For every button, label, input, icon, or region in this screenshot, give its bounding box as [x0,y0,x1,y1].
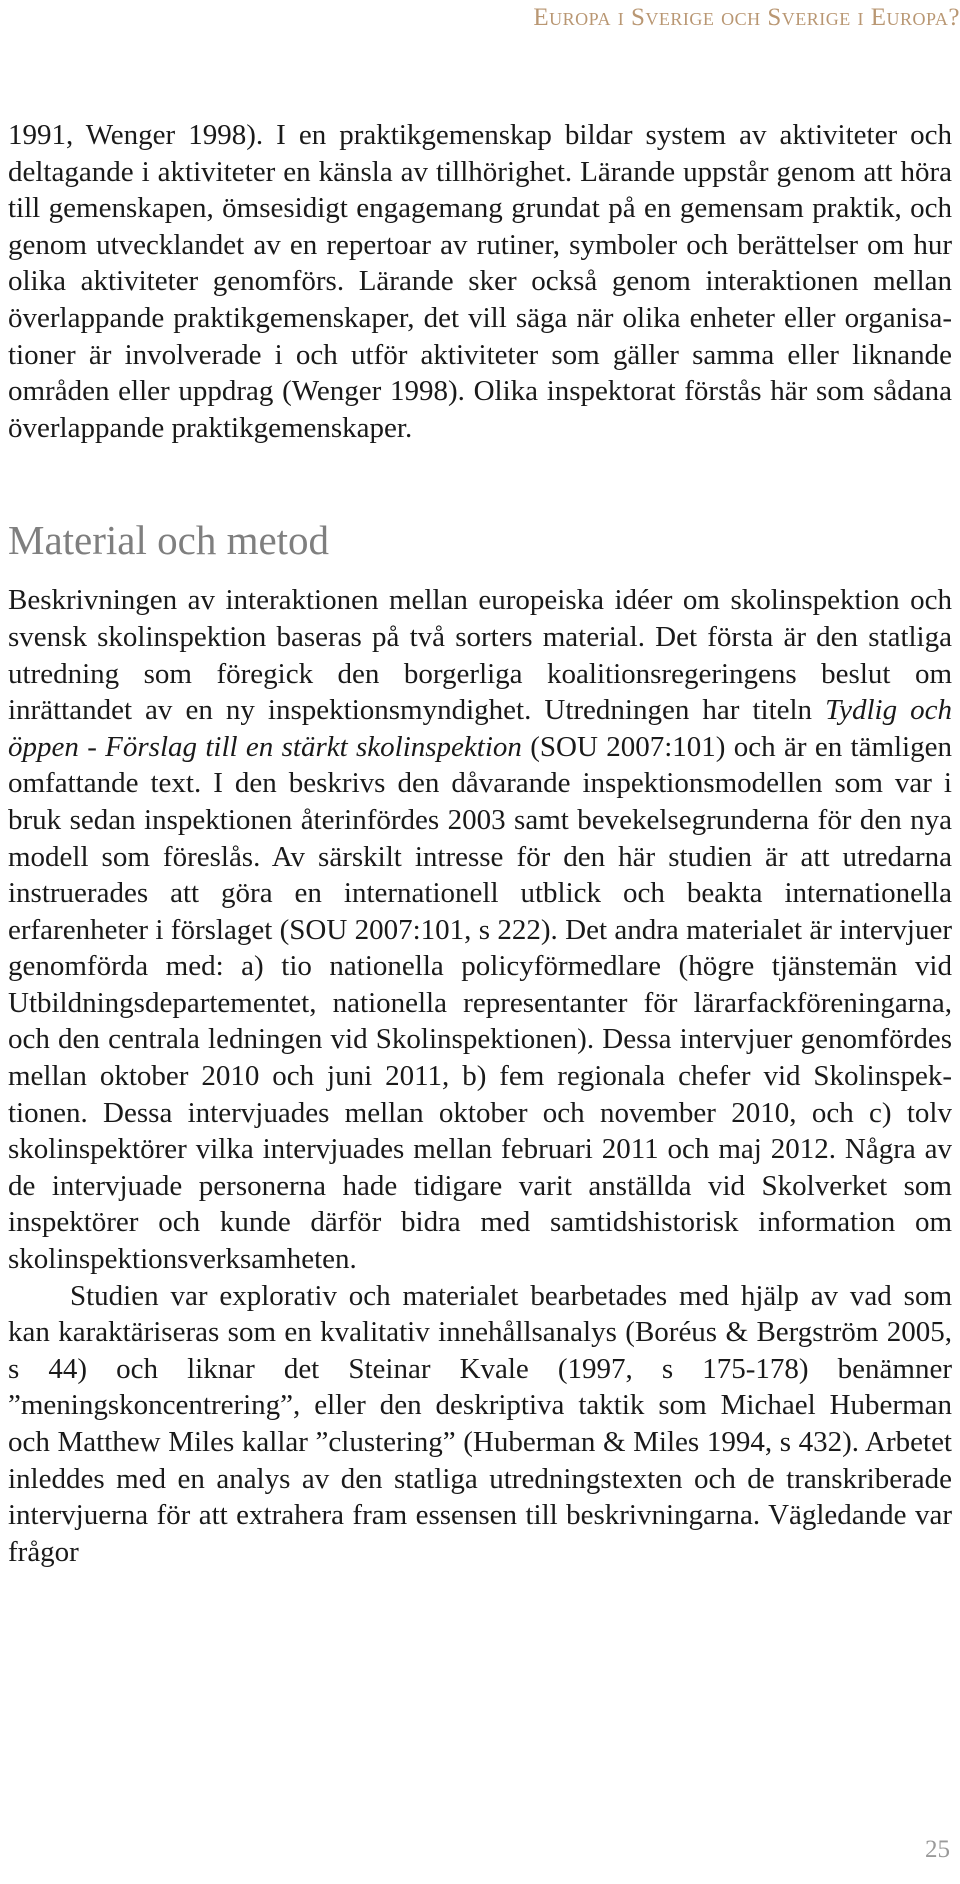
page-body [8,117,952,1570]
body-paragraph-2 [8,582,952,1277]
running-header: Europa i Sverige och Sverige i Europa? [533,4,960,31]
report-title: Tydlig och öppen - Förslag till en stärkt skolinspektion [8,694,952,763]
paragraph-2-text-b: (SOU 2007:101) och är en tämligen omfattande text. I den beskrivs den dåvarande inspektionsmodellen som var i bruk sedan inspektionen återinfördes 2003 samt bevekelsegrunderna för den nya modell som föreslås. Av särskilt intresse för den här studien är att utredarna instruerades att göra en internationell utblick och beakta internationella erfarenheter i förslaget (SOU 2007:101, s 222). Det andra materialet är intervjuer genomförda med: a) tio nationella policyförmedlare (högre tjänstemän vid Utbildningsdepartementet, nationella representanter för lärarfackföreningarna, och den centrala ledningen vid Skolinspektionen). Dessa intervjuer genomfördes mellan oktober 2010 och juni 2011, b) fem regionala chefer vid Skolinspektionen. Dessa intervjuades mellan oktober och november 2010, och c) tolv skolinspektörer vilka intervjuades mellan februari 2011 och maj 2012. Några av de intervjuade personerna hade tidigare varit anställda vid Skolverket som inspektörer och kunde därför bidra med samtidshistorisk information om skolinspektionsverksamheten. [8,730,952,1276]
section-heading: Material och metod [8,517,330,564]
body-paragraph-3: Studien var explorativ och materialet bearbetades med hjälp av vad som kan karaktäriseras som en kvalitativ innehållsanalys (Boréus & Bergström 2005, s 44) och liknar det Steinar Kvale (1997, s 175-178) benämner ”meningskoncentrering”, eller den deskriptiva taktik som Michael Huberman och Matthew Miles kallar ”clustering” (Huberman & Miles 1994, s 432). Arbetet inleddes med en analys av den statliga utredningstexten och de transkriberade intervjuerna för att extrahera fram essensen till beskrivningarna. Vägledande var frågor [8,1279,952,1568]
paragraph-2-text-a: Beskrivningen av interaktionen mellan europeiska idéer om skolinspektion och svensk skolinspektion baseras på två sorters material. Det första är den statliga utredning som föregick den borgerliga koalitionsregeringens beslut om inrättandet av en ny inspektionsmyndighet. Utredningen har titeln [8,584,952,727]
page-number: 25 [925,1836,950,1863]
body-paragraph-1: 1991, Wenger 1998). I en praktikgemenskap bildar system av aktiviteter och deltagande i aktiviteter en känsla av tillhörighet. Lärande uppstår genom att höra till gemenskapen, ömsesidigt engagemang grundat på en gemensam praktik, och genom utvecklandet av en repertoar av rutiner, symboler och berättelser om hur olika aktiviteter genomförs. Lärande sker också genom interaktionen mellan överlappande praktikgemenskaper, det vill säga när olika enheter eller organisationer är involverade i och utför aktiviteter som gäller samma eller liknande områden eller uppdrag (Wenger 1998). Olika inspektorat förstås här som sådana överlappande praktikgemenskaper. [8,119,952,444]
